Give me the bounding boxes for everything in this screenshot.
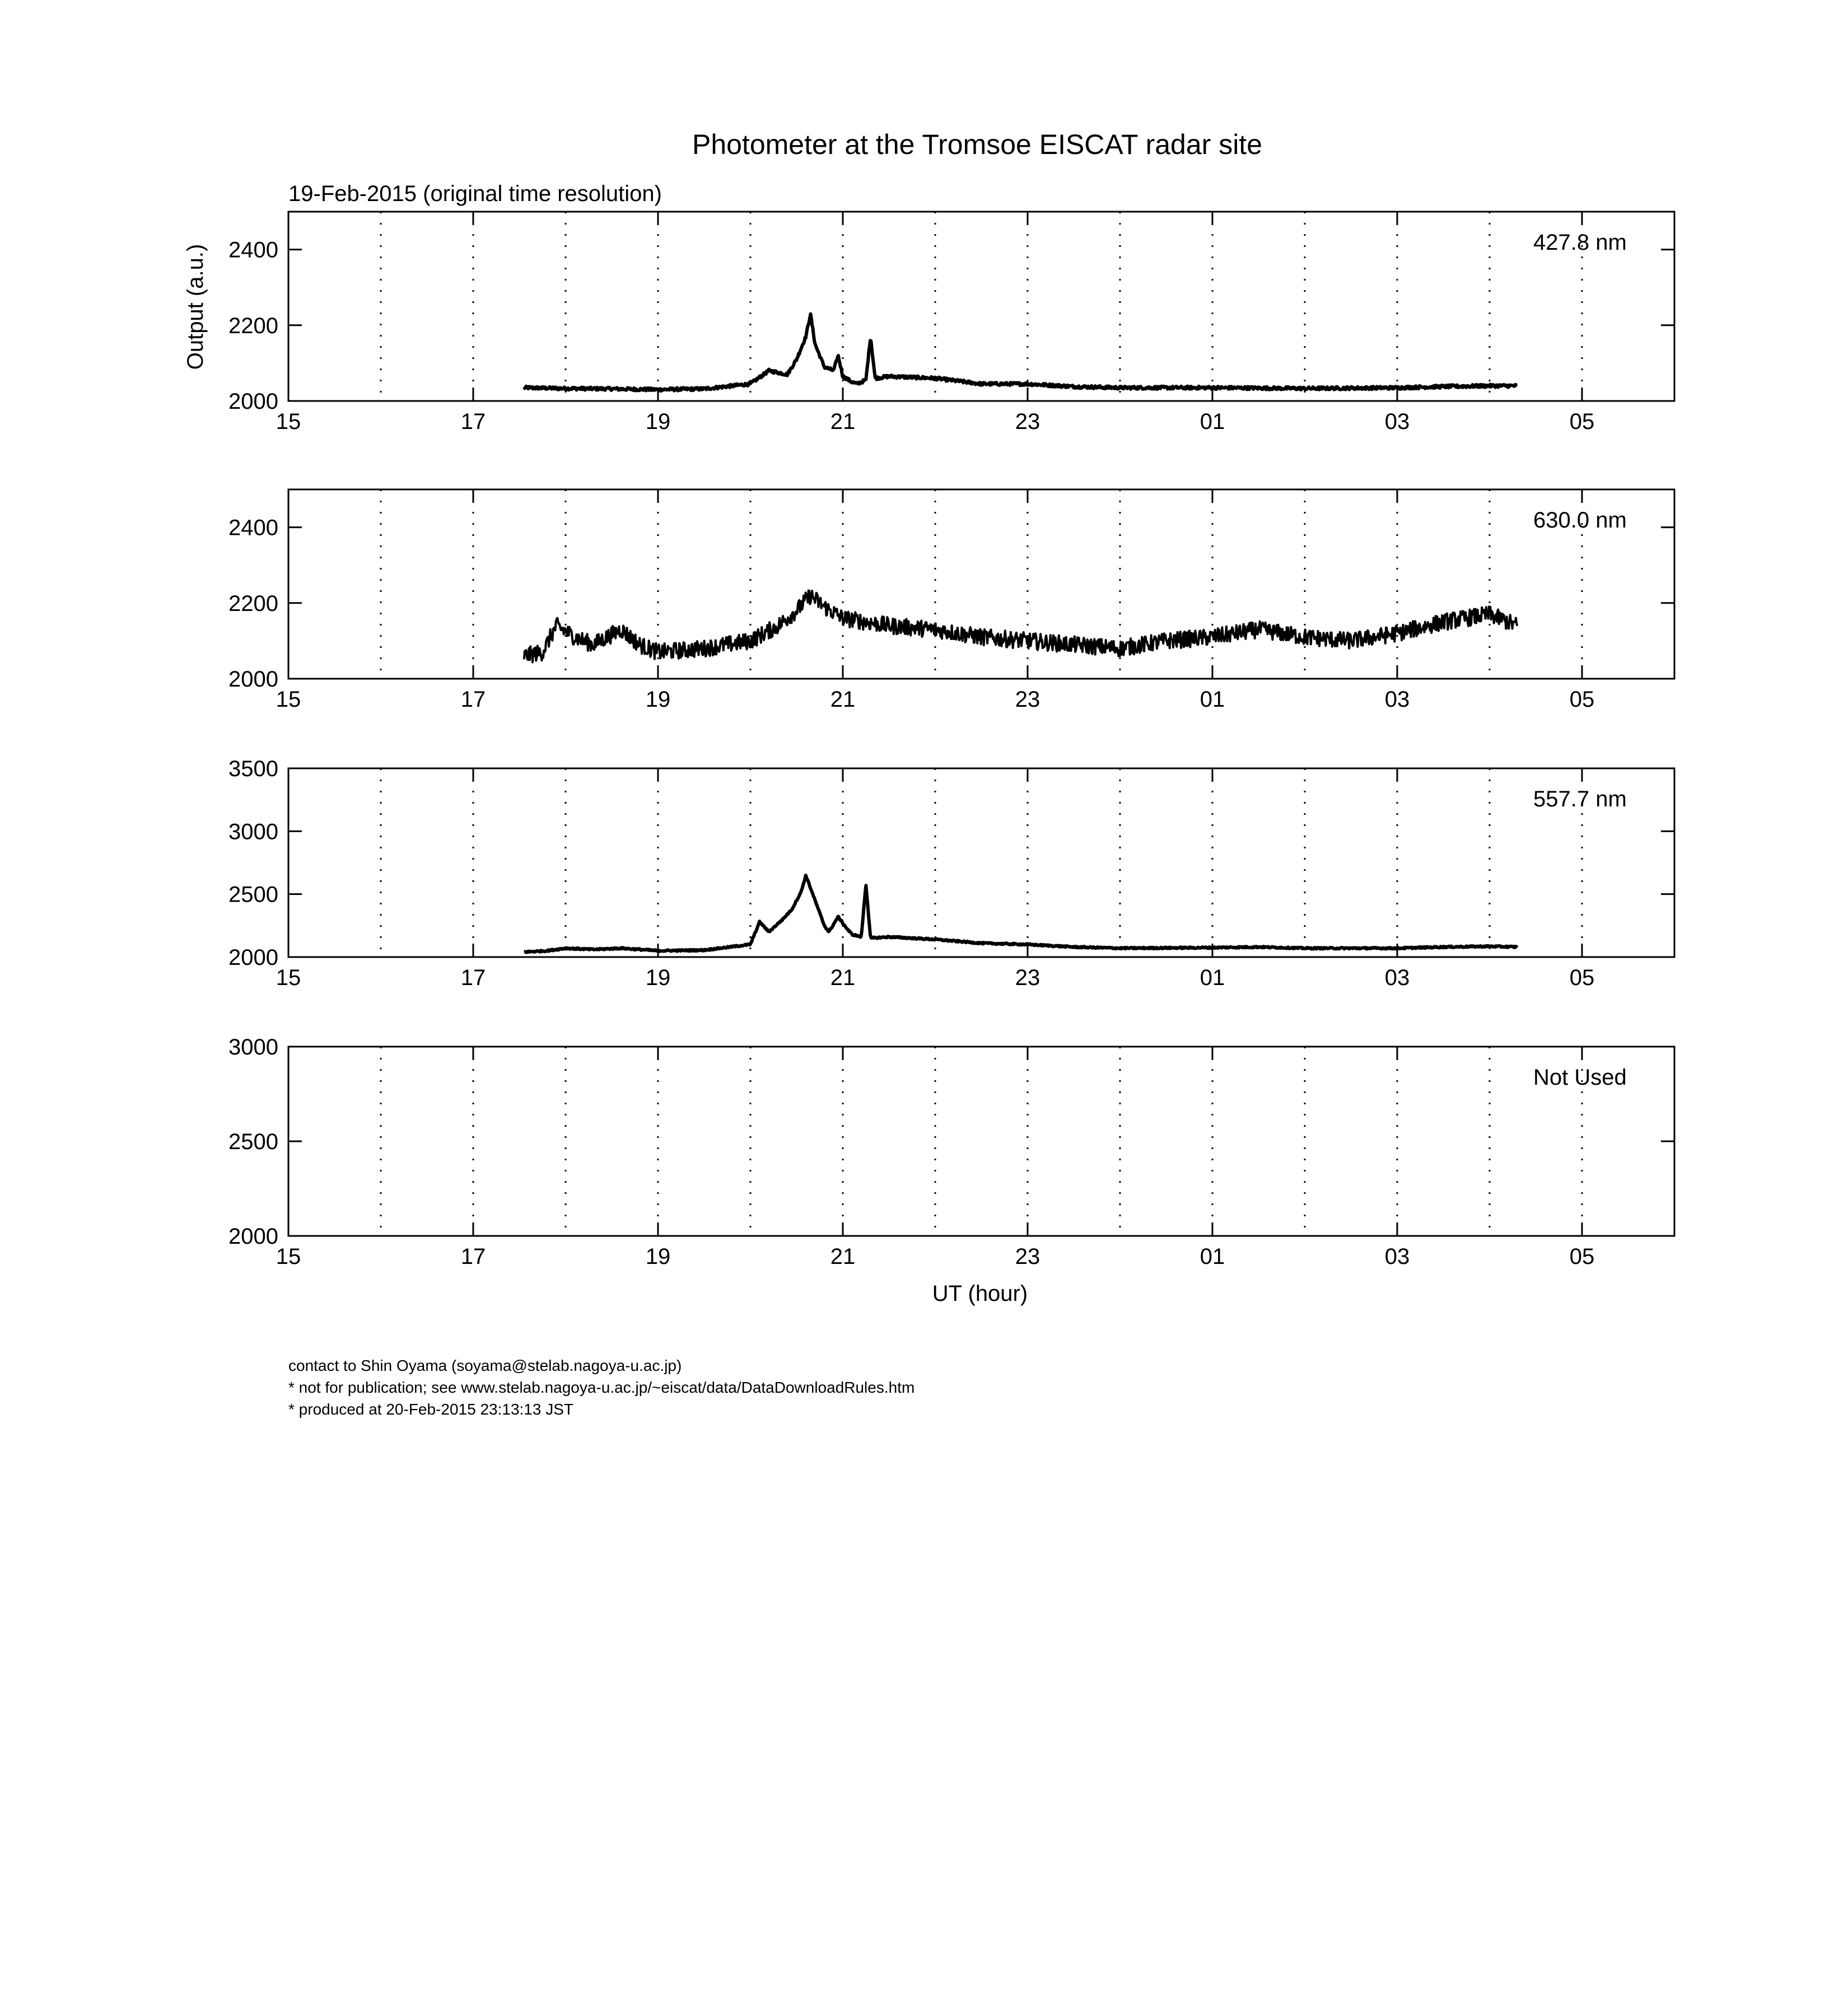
x-tick-label-4-7: 03 xyxy=(1384,1244,1410,1269)
y-tick-label-1-1: 2000 xyxy=(228,389,278,414)
x-tick-label-1-2: 17 xyxy=(460,409,486,434)
x-tick-label-1-6: 01 xyxy=(1200,409,1225,434)
series-trace-3 xyxy=(524,875,1518,953)
y-tick-label-4-3: 3000 xyxy=(228,1035,278,1060)
x-tick-label-2-4: 21 xyxy=(830,687,856,712)
y-tick-label-2-2: 2200 xyxy=(228,591,278,616)
y-tick-label-3-4: 3500 xyxy=(228,757,278,781)
x-tick-label-3-2: 17 xyxy=(460,965,486,990)
x-tick-label-1-7: 03 xyxy=(1384,409,1410,434)
x-tick-label-1-1: 15 xyxy=(276,409,301,434)
y-tick-label-3-3: 3000 xyxy=(228,819,278,844)
x-tick-label-2-6: 01 xyxy=(1200,687,1225,712)
x-tick-label-4-5: 23 xyxy=(1015,1244,1040,1269)
panel-1 xyxy=(228,212,1674,434)
footer-produced-at: * produced at 20-Feb-2015 23:13:13 JST xyxy=(288,1401,574,1418)
y-tick-label-2-1: 2000 xyxy=(228,667,278,692)
y-tick-label-3-2: 2500 xyxy=(228,882,278,907)
chart-title: Photometer at the Tromsoe EISCAT radar site xyxy=(692,129,1263,160)
x-tick-label-3-7: 03 xyxy=(1384,965,1410,990)
x-tick-label-3-3: 19 xyxy=(645,965,671,990)
x-tick-label-4-6: 01 xyxy=(1200,1244,1225,1269)
y-tick-label-3-1: 2000 xyxy=(228,945,278,970)
panel-3 xyxy=(228,757,1674,990)
wavelength-label-2: 630.0 nm xyxy=(1533,508,1627,533)
x-tick-label-2-8: 05 xyxy=(1569,687,1595,712)
y-axis-label: Output (a.u.) xyxy=(183,244,208,370)
series-trace-1 xyxy=(524,314,1518,391)
footer xyxy=(288,1357,914,1418)
x-tick-label-3-8: 05 xyxy=(1569,965,1595,990)
x-tick-label-4-3: 19 xyxy=(645,1244,671,1269)
y-tick-label-1-2: 2200 xyxy=(228,313,278,338)
x-tick-label-4-1: 15 xyxy=(276,1244,301,1269)
x-axis-label: UT (hour) xyxy=(932,1281,1028,1306)
x-tick-label-4-2: 17 xyxy=(460,1244,486,1269)
x-tick-label-2-7: 03 xyxy=(1384,687,1410,712)
x-tick-label-1-5: 23 xyxy=(1015,409,1040,434)
x-tick-label-2-5: 23 xyxy=(1015,687,1040,712)
x-tick-label-4-8: 05 xyxy=(1569,1244,1595,1269)
y-tick-label-1-3: 2400 xyxy=(228,237,278,263)
wavelength-label-4: Not Used xyxy=(1533,1065,1627,1090)
chart-subtitle: 19-Feb-2015 (original time resolution) xyxy=(288,181,662,206)
y-tick-label-2-3: 2400 xyxy=(228,515,278,540)
x-tick-label-3-5: 23 xyxy=(1015,965,1040,990)
footer-not-for-publication: * not for publication; see www.stelab.nagoya-u.ac.jp/~eiscat/data/DataDownloadRules.htm xyxy=(288,1379,915,1396)
x-tick-label-1-3: 19 xyxy=(645,409,671,434)
x-tick-label-3-1: 15 xyxy=(276,965,301,990)
axes-frame-3 xyxy=(288,768,1674,957)
panels xyxy=(228,212,1674,1269)
x-tick-label-2-1: 15 xyxy=(276,687,301,712)
x-tick-label-2-2: 17 xyxy=(460,687,486,712)
panel-4 xyxy=(228,1035,1674,1269)
x-tick-label-3-4: 21 xyxy=(830,965,856,990)
x-tick-label-2-3: 19 xyxy=(645,687,671,712)
axes-frame-4 xyxy=(288,1047,1674,1236)
y-tick-label-4-2: 2500 xyxy=(228,1130,278,1154)
x-tick-label-1-4: 21 xyxy=(830,409,856,434)
panel-2 xyxy=(228,489,1674,712)
x-tick-label-3-6: 01 xyxy=(1200,965,1225,990)
axes-frame-2 xyxy=(288,489,1674,679)
x-tick-label-1-8: 05 xyxy=(1569,409,1595,434)
y-tick-label-4-1: 2000 xyxy=(228,1224,278,1249)
footer-contact: contact to Shin Oyama (soyama@stelab.nagoya-u.ac.jp) xyxy=(288,1357,682,1374)
series-trace-2 xyxy=(524,591,1518,662)
x-tick-label-4-4: 21 xyxy=(830,1244,856,1269)
wavelength-label-1: 427.8 nm xyxy=(1533,230,1627,255)
axes-frame-1 xyxy=(288,212,1674,401)
wavelength-label-3: 557.7 nm xyxy=(1533,787,1627,811)
